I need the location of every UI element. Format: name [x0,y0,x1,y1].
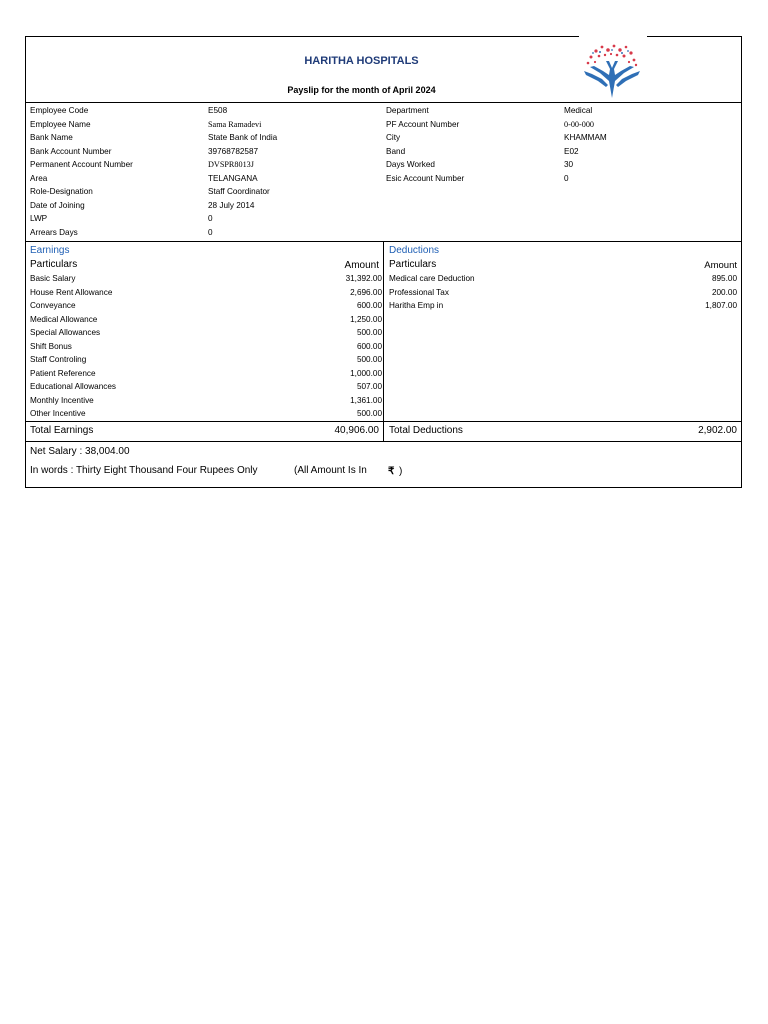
pf-account-label: PF Account Number [386,119,460,129]
earnings-particulars-header: Particulars [30,259,78,270]
pf-account-value: 0-00-000 [564,119,595,129]
department-value: Medical [564,106,593,115]
total-deductions-value: 2,902.00 [698,425,737,436]
column-divider [383,241,384,421]
net-salary: Net Salary : 38,004.00 [30,446,130,457]
deduction-name: Haritha Emp in [389,301,444,310]
rupee-icon: ₹ [388,466,395,477]
deductions-title: Deductions [389,245,440,256]
earning-name: Shift Bonus [30,341,72,351]
earning-amount: 31,392.00 [345,274,382,283]
earning-amount: 500.00 [356,355,382,364]
earning-name: Staff Controling [30,355,87,364]
lwp-label: LWP [30,214,48,223]
earning-amount: 500.00 [356,328,382,337]
days-worked-value: 30 [564,160,574,169]
city-label: City [386,133,401,142]
area-label: Area [30,173,48,183]
earning-name: Conveyance [30,301,76,310]
payslip-title: Payslip for the month of April 2024 [287,85,436,95]
employee-name-label: Employee Name [30,119,91,129]
total-earnings-label: Total Earnings [30,425,94,436]
deduction-name: Medical care Deduction [389,274,475,283]
payslip [25,36,742,488]
deductions-amount-header: Amount [704,260,737,271]
earning-name: Medical Allowance [30,314,98,324]
earning-amount: 600.00 [356,341,382,351]
amount-note: (All Amount Is In [294,465,367,476]
bank-account-value: 39768782587 [208,146,259,156]
hospital-name: HARITHA HOSPITALS [304,55,419,67]
deduction-amount: 1,807.00 [705,301,737,310]
net-salary-section [26,441,741,487]
employee-code-label: Employee Code [30,106,89,115]
city-value: KHAMMAM [564,133,607,142]
bank-account-label: Bank Account Number [30,146,112,156]
role-value: Staff Coordinator [208,187,270,196]
lwp-value: 0 [208,214,213,223]
total-deductions-label: Total Deductions [389,425,463,436]
role-label: Role-Designation [30,187,93,196]
deduction-amount: 200.00 [711,287,737,297]
earnings-amount-header: Amount [344,260,379,271]
days-worked-label: Days Worked [386,160,435,169]
joining-date-value: 28 July 2014 [208,200,255,210]
employee-code-value: E508 [208,106,228,115]
earnings-deductions-section [26,241,741,422]
payslip-header [26,37,741,103]
arrears-days-value: 0 [208,227,213,237]
totals-row [26,421,741,442]
logo-border-gap [579,35,647,39]
earnings-title: Earnings [30,245,70,256]
deduction-name: Professional Tax [389,287,449,297]
earning-name: House Rent Allowance [30,287,113,297]
earning-amount: 1,250.00 [350,314,382,324]
arrears-days-label: Arrears Days [30,227,78,237]
deduction-amount: 895.00 [711,274,737,283]
employee-name-value: Sama Ramadevi [208,119,262,129]
employee-info [26,103,741,242]
earning-name: Patient Reference [30,368,96,378]
earning-name: Other Incentive [30,409,86,418]
total-earnings-value: 40,906.00 [334,425,379,436]
amount-in-words: In words : Thirty Eight Thousand Four Rupees Only [30,465,258,476]
earning-name: Special Allowances [30,328,101,337]
earning-amount: 507.00 [356,382,382,391]
pan-label: Permanent Account Number [30,160,133,169]
department-label: Department [386,106,429,115]
esic-account-value: 0 [564,173,569,183]
band-label: Band [386,146,406,156]
earning-amount: 1,000.00 [350,368,382,378]
esic-account-label: Esic Account Number [386,173,465,183]
earning-name: Educational Allowances [30,382,117,391]
bank-name-value: State Bank of India [208,133,278,142]
earning-name: Monthly Incentive [30,395,94,405]
totals-divider [383,421,384,441]
close-paren: ) [399,466,403,477]
area-value: TELANGANA [208,173,258,183]
pan-value: DVSPR8013J [208,160,254,169]
bank-name-label: Bank Name [30,133,73,142]
earning-amount: 1,361.00 [350,395,382,405]
tree-hands-logo-icon [576,41,648,99]
earning-amount: 600.00 [356,301,382,310]
earning-name: Basic Salary [30,274,76,283]
deductions-particulars-header: Particulars [389,259,437,270]
joining-date-label: Date of Joining [30,200,85,210]
earning-amount: 2,696.00 [350,287,382,297]
band-value: E02 [564,146,579,156]
earning-amount: 500.00 [356,409,382,418]
